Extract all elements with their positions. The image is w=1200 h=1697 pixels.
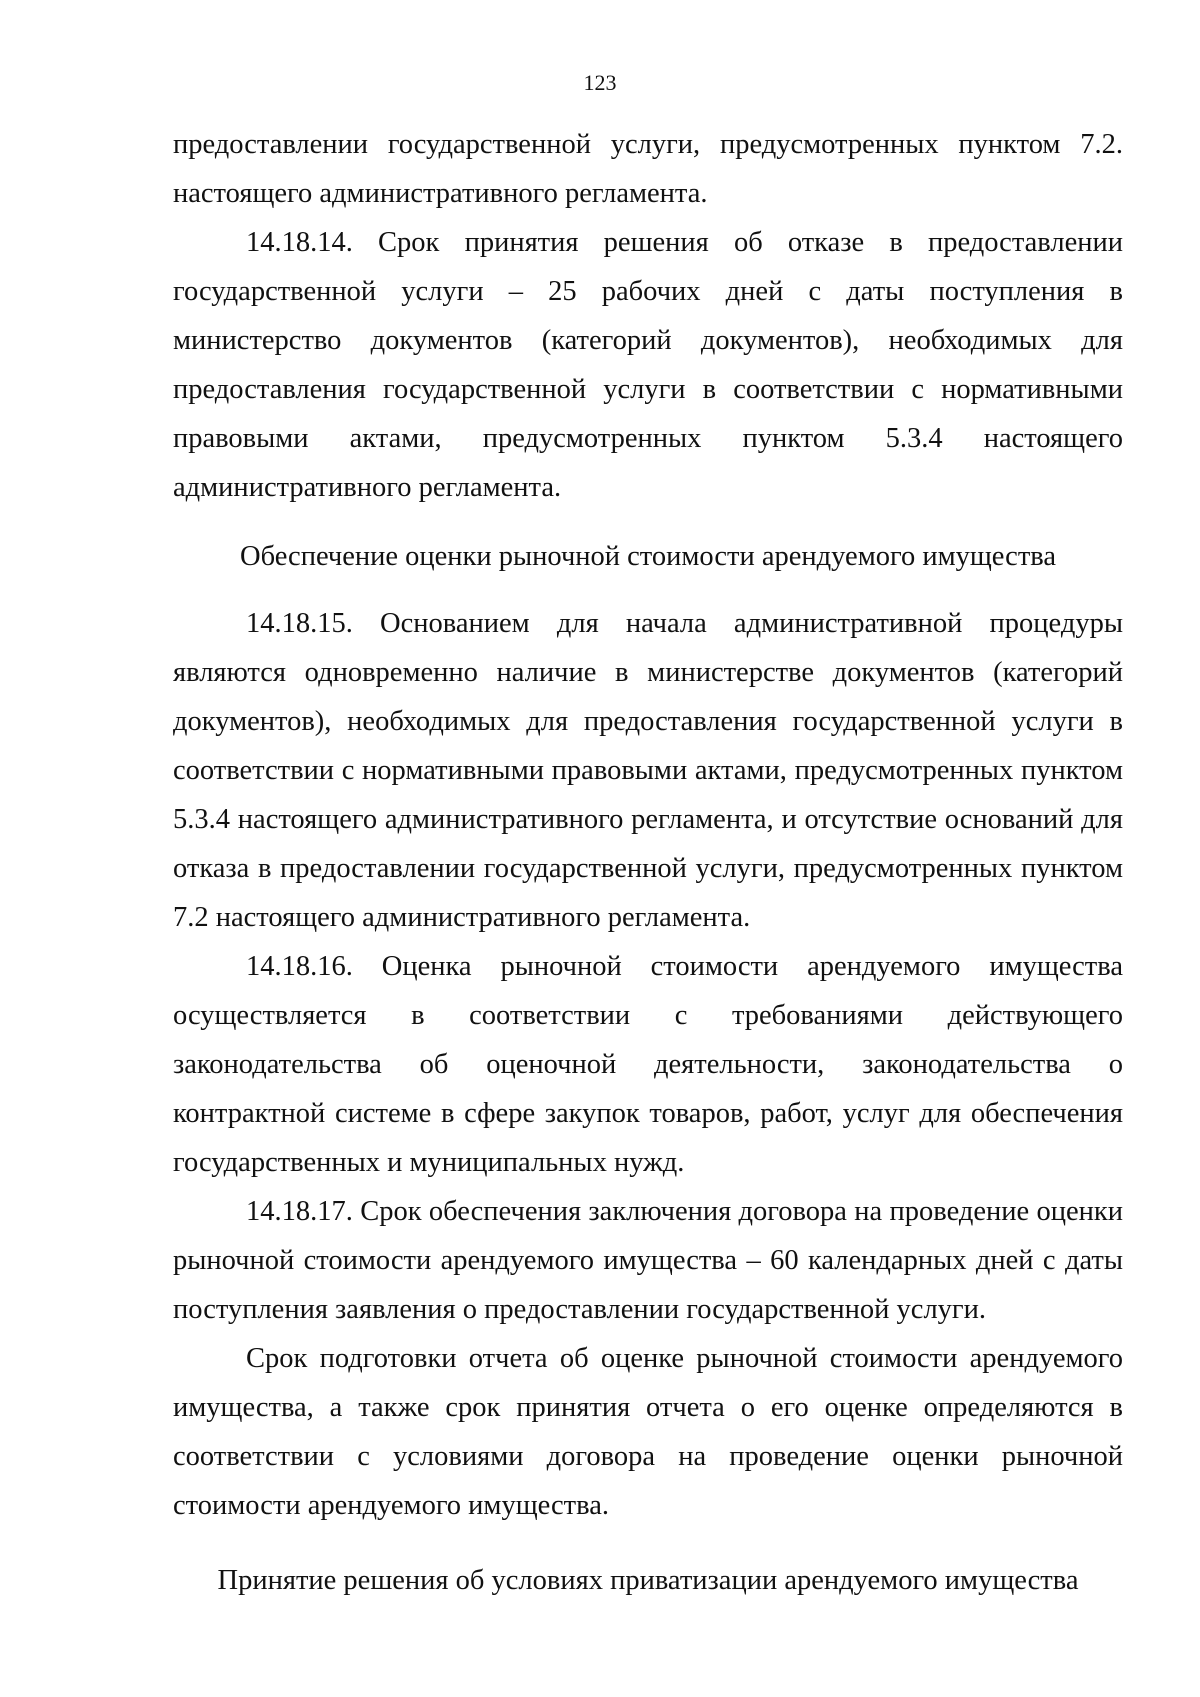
spacer	[173, 1530, 1123, 1556]
document-body	[173, 120, 1123, 1605]
section-heading-valuation: Обеспечение оценки рыночной стоимости арендуемого имущества	[239, 541, 1057, 572]
paragraph-report-deadline: Срок подготовки отчета об оценке рыночной стоимости арендуемого имущества, а также срок принятия отчета о его оценке определяются в соответствии с условиями договора на проведение оценки рыночной стоимости арендуемого имущества.	[173, 1343, 1123, 1521]
paragraph-14-18-17: 14.18.17. Срок обеспечения заключения договора на проведение оценки рыночной стоимости арендуемого имущества – 60 календарных дней с даты поступления заявления о предоставлении государственной услуги.	[173, 1196, 1123, 1325]
spacer	[173, 512, 1123, 532]
spacer	[173, 581, 1123, 599]
paragraph-14-18-16: 14.18.16. Оценка рыночной стоимости арендуемого имущества осуществляется в соответствии с требованиями действующего законодательства об оценочной деятельности, законодательства о контрактной системе в сфере закупок товаров, работ, услуг для обеспечения государственных и муниципальных нужд.	[173, 951, 1123, 1178]
page-number: 123	[583, 70, 617, 95]
paragraph-continuation: предоставлении государственной услуги, предусмотренных пунктом 7.2. настоящего административного регламента.	[173, 129, 1123, 209]
paragraph-14-18-15: 14.18.15. Основанием для начала административной процедуры являются одновременно наличие в министерстве документов (категорий документов), необходимых для предоставления государственной услуги в соответствии с нормативными правовыми актами, предусмотренных пунктом 5.3.4 настоящего административного регламента, и отсутствие оснований для отказа в предоставлении государственной услуги, предусмотренных пунктом 7.2 настоящего административного регламента.	[173, 608, 1123, 933]
section-heading-privatization: Принятие решения об условиях приватизации арендуемого имущества	[217, 1565, 1079, 1596]
paragraph-14-18-14: 14.18.14. Срок принятия решения об отказе в предоставлении государственной услуги – 25 рабочих дней с даты поступления в министерство документов (категорий документов), необходимых для предоставления государственной услуги в соответствии с нормативными правовыми актами, предусмотренных пунктом 5.3.4 настоящего административного регламента.	[173, 227, 1123, 503]
